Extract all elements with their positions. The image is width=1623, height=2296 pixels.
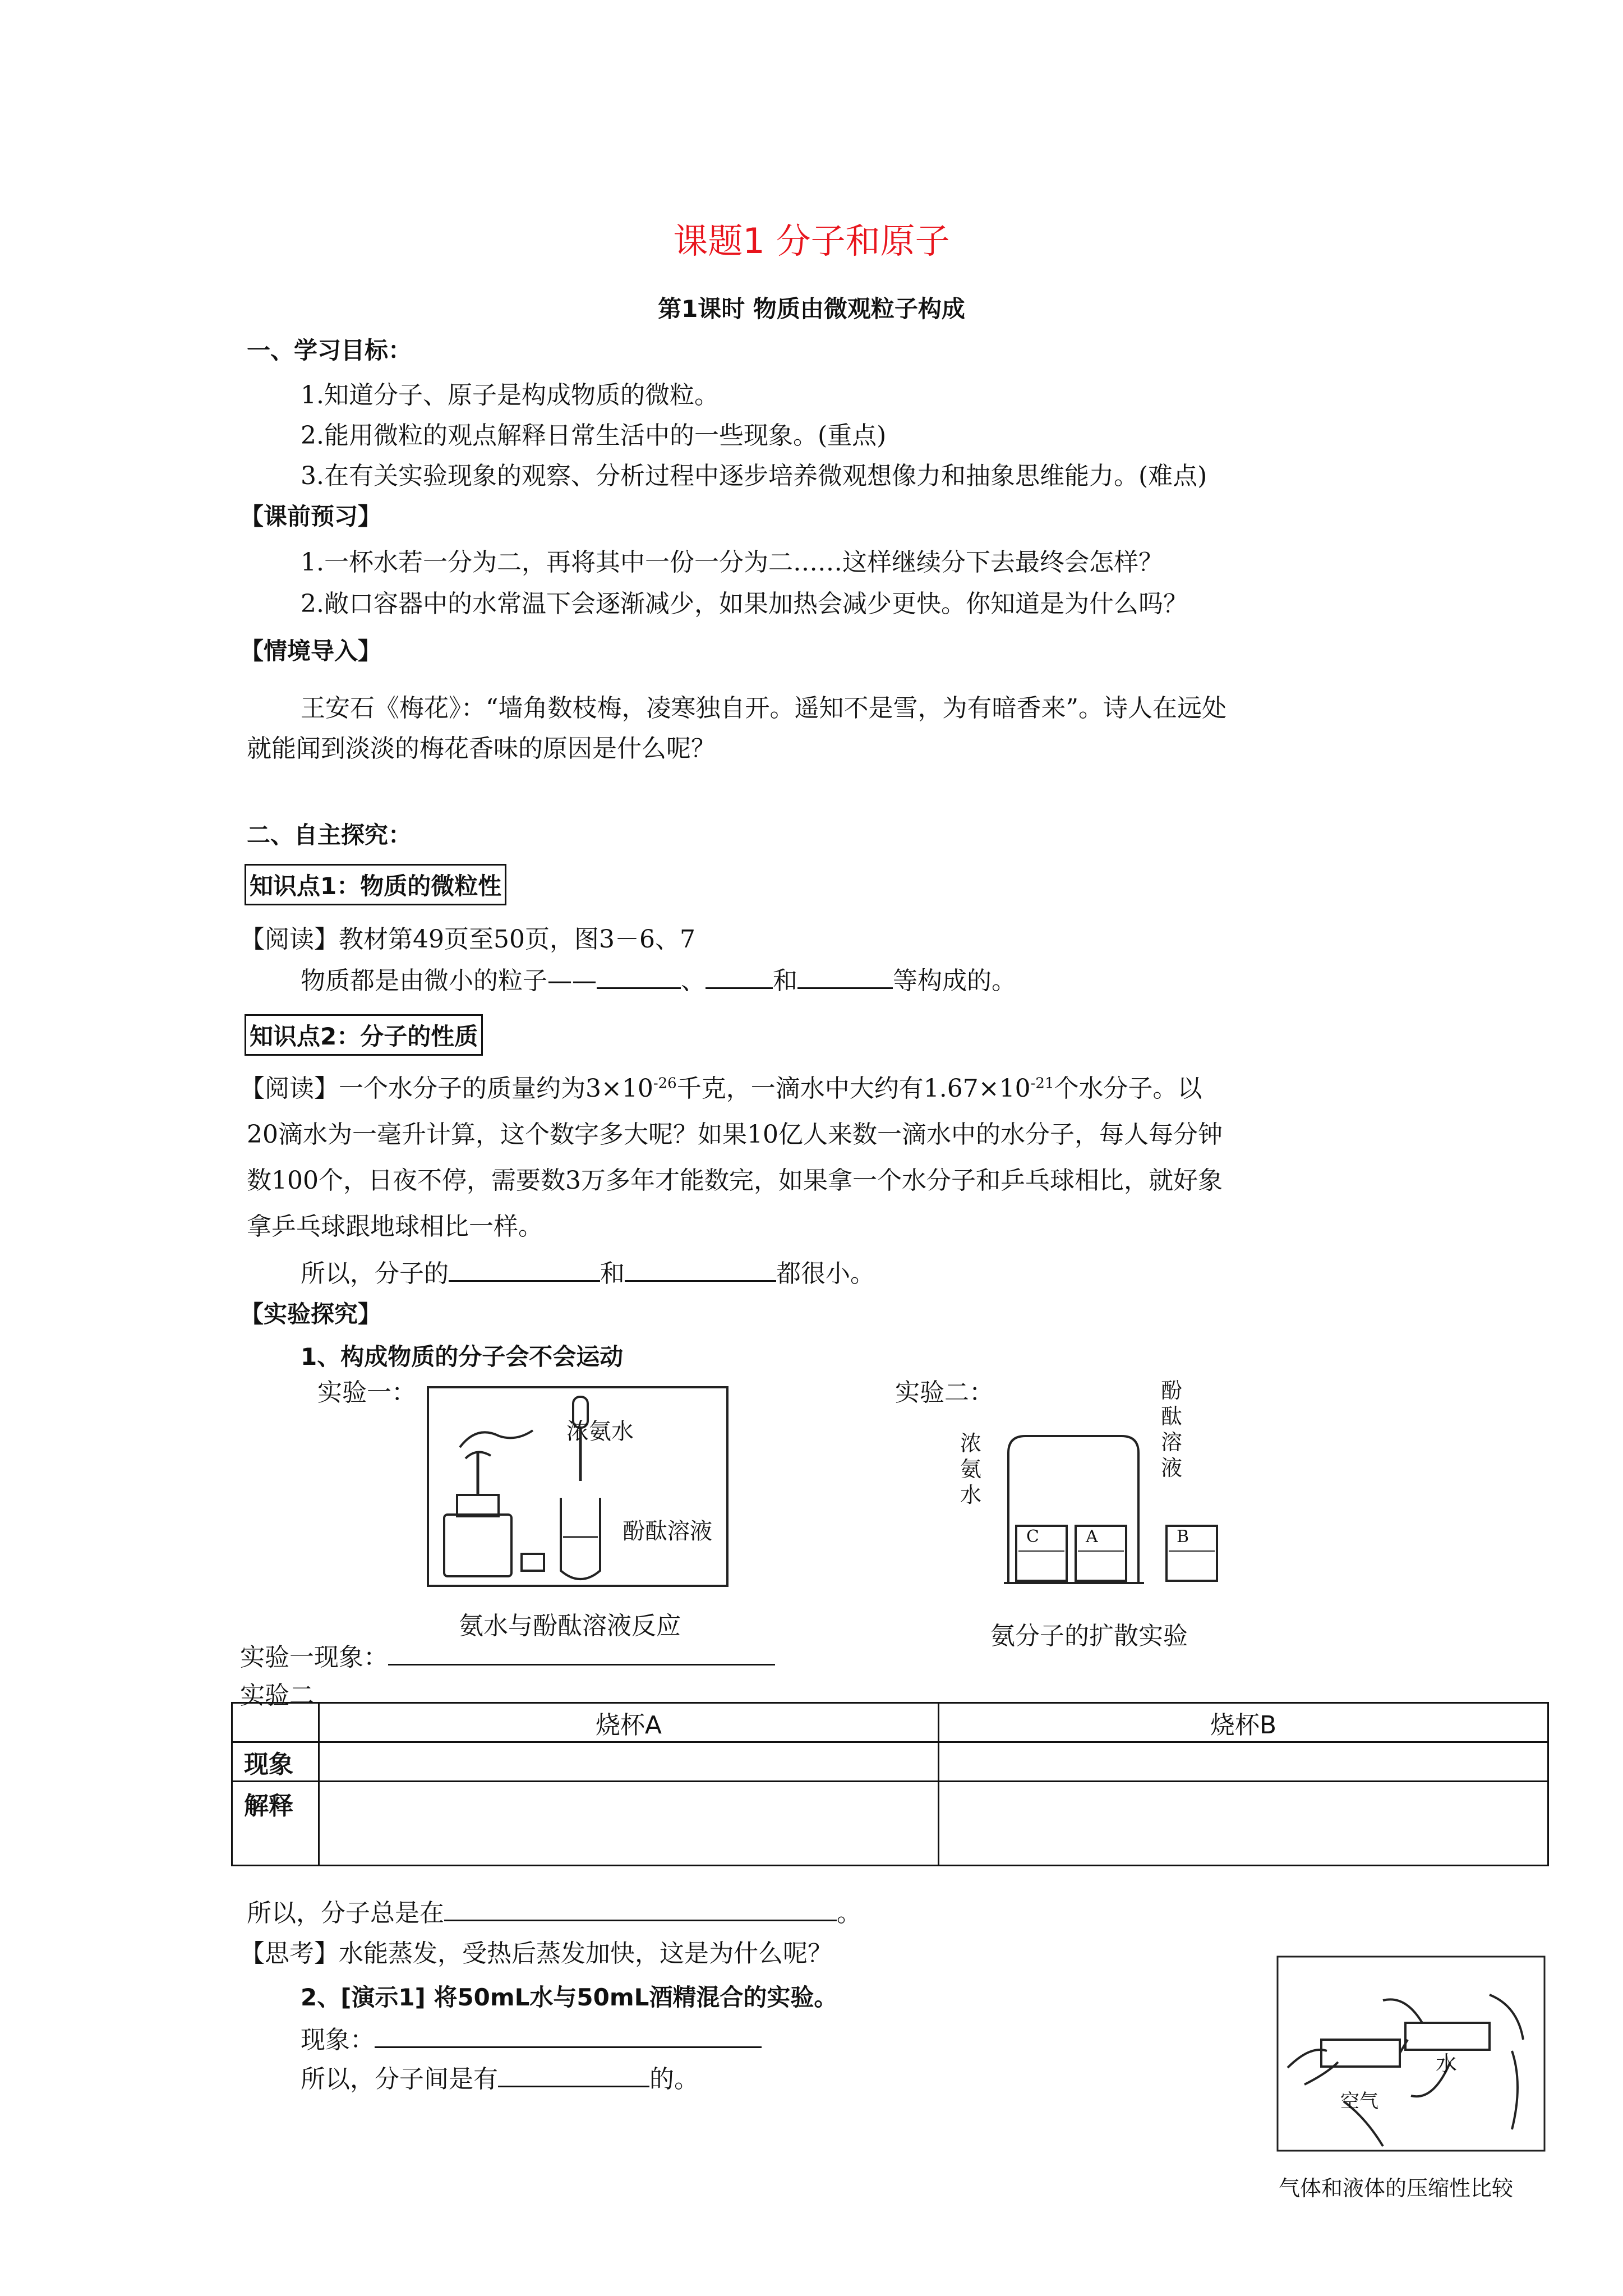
- intro-heading: 【情境导入】: [240, 637, 382, 665]
- demo-question: 2、[演示1] 将50mL水与50mL酒精混合的实验。: [301, 1984, 838, 2011]
- figure-label-water: 水: [1436, 2051, 1458, 2076]
- experiment-2-table: [231, 1702, 1549, 1866]
- lesson-subtitle: 第1课时 物质由微观粒子构成: [658, 295, 965, 323]
- reading-paragraph-line: 拿乒乓球跟地球相比一样。: [247, 1212, 543, 1241]
- beaker-label-a: A: [1086, 1527, 1098, 1547]
- reading-paragraph-line: 数100个，日夜不停，需要数3万多年才能数完，如果拿一个水分子和乒乓球相比，就好象: [247, 1166, 1223, 1195]
- label-phenolphthalein: 酚酞溶液: [623, 1519, 712, 1544]
- reading-paragraph-line: 20滴水为一毫升计算，这个数字多大呢？如果10亿人来数一滴水中的水分子，每人每分钟: [247, 1120, 1223, 1149]
- label-concentrated-ammonia: 浓氨水: [566, 1419, 634, 1444]
- experiment-2-title: 实验二: [240, 1681, 314, 1710]
- ammonia-diffusion-figure: [1004, 1430, 1245, 1588]
- table-header-beaker-a: 烧杯A: [319, 1703, 939, 1742]
- reading-paragraph-line: 【阅读】一个水分子的质量约为$3\times 10^{-26}$千克，一滴水中大约有$1.67\times 10^{-21}$个水分子。以: [240, 1074, 1202, 1103]
- table-row-label-phenomenon: 现象: [232, 1742, 319, 1782]
- objective-item: 1.知道分子、原子是构成物质的微粒。: [301, 381, 719, 409]
- experiment-heading: 【实验探究】: [240, 1300, 382, 1328]
- demo-conclusion: 所以，分子间是有 的。: [301, 2059, 699, 2095]
- label-phenolphthalein-vertical: 酚 酞 溶 液: [1161, 1378, 1183, 1480]
- experiment-1-result: 实验一现象：: [240, 1637, 775, 1673]
- intro-line: 王安石《梅花》：“墙角数枝梅，凌寒独自开。遥知不是雪，为有暗香来”。诗人在远处: [301, 694, 1227, 723]
- table-cell-phenomenon-b[interactable]: [939, 1742, 1548, 1782]
- table-row-label-explanation: 解释: [232, 1782, 319, 1866]
- knowledge-point-2: 知识点2：分子的性质: [245, 1014, 483, 1056]
- experiment-question: 1、构成物质的分子会不会运动: [301, 1343, 624, 1370]
- experiment-1-label: 实验一：: [317, 1378, 416, 1407]
- fill-in-sentence: 所以，分子的 和 都很小。: [301, 1253, 875, 1289]
- objective-item: 3.在有关实验现象的观察、分析过程中逐步培养微观想像力和抽象思维能力。(难点): [301, 462, 1207, 490]
- intro-line: 就能闻到淡淡的梅花香味的原因是什么呢？: [247, 734, 716, 763]
- experiment-2-caption: 氨分子的扩散实验: [990, 1622, 1188, 1650]
- reading-note: 【阅读】教材第49页至50页，图3－6、7: [240, 925, 695, 954]
- preview-heading: 【课前预习】: [240, 503, 382, 530]
- think-question: 【思考】水能蒸发，受热后蒸发加快，这是为什么呢？: [240, 1939, 832, 1968]
- syringe-compression-figure: [1276, 1955, 1546, 2152]
- objectives-heading: 一、学习目标：: [247, 337, 412, 364]
- experiment-1-caption: 氨水与酚酞溶液反应: [459, 1612, 681, 1640]
- label-concentrated-ammonia-vertical: 浓 氨 水: [960, 1431, 982, 1507]
- conclusion-sentence: 所以，分子总是在 。: [247, 1893, 861, 1929]
- preview-item: 1.一杯水若一分为二，再将其中一份一分为二……这样继续分下去最终会怎样？: [301, 548, 1163, 577]
- demo-phenomenon: 现象：: [301, 2019, 762, 2055]
- objective-item: 2.能用微粒的观点解释日常生活中的一些现象。(重点): [301, 421, 887, 450]
- table-cell-explanation-b[interactable]: [939, 1782, 1548, 1866]
- table-cell-explanation-a[interactable]: [319, 1782, 939, 1866]
- fill-in-sentence: 物质都是由微小的粒子—— 、 和 等构成的。: [301, 960, 1016, 996]
- preview-item: 2.敞口容器中的水常温下会逐渐减少，如果加热会减少更快。你知道是为什么吗？: [301, 590, 1188, 618]
- beaker-label-c: C: [1026, 1527, 1039, 1547]
- page-title: 课题1 分子和原子: [673, 220, 950, 261]
- figure-label-air: 空气: [1340, 2090, 1378, 2113]
- table-corner: [232, 1703, 319, 1742]
- experiment-2-label: 实验二：: [895, 1378, 994, 1407]
- beaker-label-b: B: [1177, 1527, 1189, 1547]
- knowledge-point-1: 知识点1：物质的微粒性: [245, 864, 506, 905]
- table-header-beaker-b: 烧杯B: [939, 1703, 1548, 1742]
- figure-caption-compressibility: 气体和液体的压缩性比较: [1279, 2176, 1514, 2201]
- explore-heading: 二、自主探究：: [247, 821, 412, 849]
- table-cell-phenomenon-a[interactable]: [319, 1742, 939, 1782]
